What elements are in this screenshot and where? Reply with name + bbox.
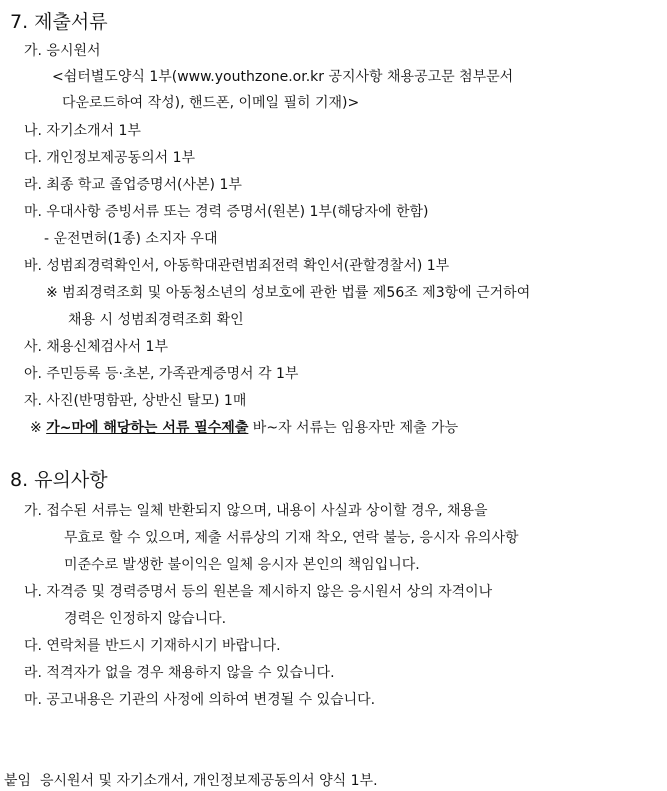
caution-ga-line-1: 가. 접수된 서류는 일체 반환되지 않으며, 내용이 사실과 상이할 경우, 채용을 — [24, 503, 488, 519]
item-a-resident-registration: 아. 주민등록 등·초본, 가족관계증명서 각 1부 — [24, 366, 299, 382]
item-ga-note-line-1: <쉼터별도양식 1부(www.youthzone.or.kr 공지사항 채용공고문 첨부문서 — [52, 69, 514, 85]
item-ra-graduation-certificate: 라. 최종 학교 졸업증명서(사본) 1부 — [24, 177, 242, 193]
item-ba-criminal-record: 바. 성범죄경력확인서, 아동학대관련범죄전력 확인서(관할경찰서) 1부 — [24, 258, 450, 274]
caution-ga-line-3: 미준수로 발생한 불이익은 일체 응시자 본인의 책임입니다. — [64, 557, 420, 573]
caution-na-line-1: 나. 자격증 및 경력증명서 등의 원본을 제시하지 않은 응시원서 상의 자격이나 — [24, 584, 493, 600]
submission-note-emphasis: 가~마에 해당하는 서류 필수제출 — [46, 420, 249, 436]
item-na-self-introduction: 나. 자기소개서 1부 — [24, 123, 141, 139]
item-ba-note-line-1: ※ 범죄경력조회 및 아동청소년의 성보호에 관한 법률 제56조 제3항에 근거하여 — [46, 285, 531, 301]
submission-note-prefix: ※ — [30, 420, 47, 436]
submission-note — [30, 418, 458, 438]
item-ga-note-line-2: 다운로드하여 작성), 핸드폰, 이메일 필히 기재)> — [62, 95, 360, 111]
caution-ra: 라. 적격자가 없을 경우 채용하지 않을 수 있습니다. — [24, 665, 335, 681]
caution-da: 다. 연락처를 반드시 기재하시기 바랍니다. — [24, 638, 281, 654]
section-8-title: 8. 유의사항 — [10, 469, 108, 491]
item-ja-photo: 자. 사진(반명함판, 상반신 탈모) 1매 — [24, 393, 247, 409]
item-ma-preference-documents: 마. 우대사항 증빙서류 또는 경력 증명서(원본) 1부(해당자에 한함) — [24, 204, 429, 220]
attachment-note: 붙임 응시원서 및 자기소개서, 개인정보제공동의서 양식 1부. — [4, 773, 378, 789]
item-ba-note-line-2: 채용 시 성범죄경력조회 확인 — [68, 312, 244, 328]
section-7-title: 7. 제출서류 — [10, 11, 108, 33]
item-ga-application-form: 가. 응시원서 — [24, 43, 101, 59]
item-sa-health-check: 사. 채용신체검사서 1부 — [24, 339, 168, 355]
item-da-privacy-consent: 다. 개인정보제공동의서 1부 — [24, 150, 196, 166]
caution-ga-line-2: 무효로 할 수 있으며, 제출 서류상의 기재 착오, 연락 불능, 응시자 유의사항 — [64, 530, 519, 546]
submission-note-rest: 바~자 서류는 임용자만 제출 가능 — [248, 420, 459, 436]
caution-ma: 마. 공고내용은 기관의 사정에 의하여 변경될 수 있습니다. — [24, 692, 376, 708]
item-ma-sub-driver-license: - 운전면허(1종) 소지자 우대 — [44, 231, 218, 247]
caution-na-line-2: 경력은 인정하지 않습니다. — [64, 611, 227, 627]
